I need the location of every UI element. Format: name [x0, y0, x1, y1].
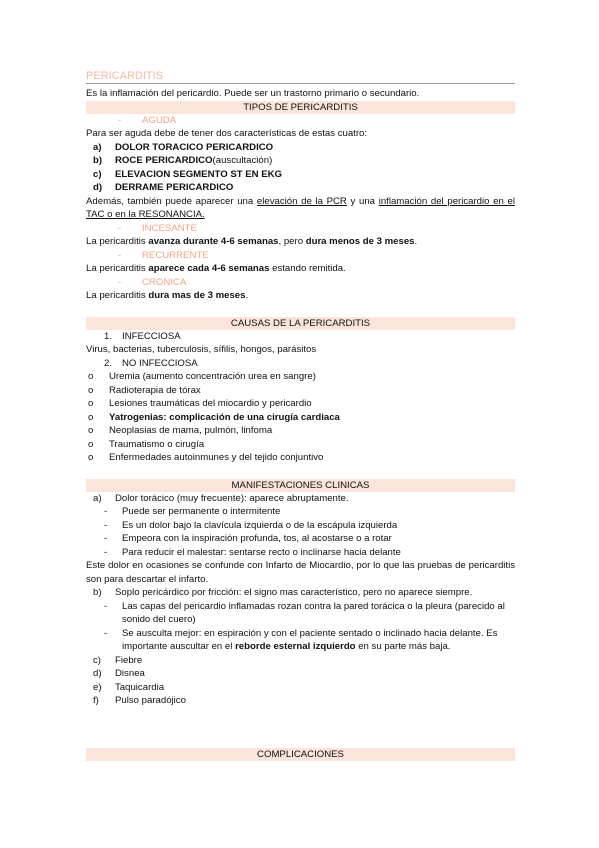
list-item: e) Taquicardia: [93, 681, 165, 693]
document-page: [86, 70, 515, 761]
recurrente-text: La pericarditis aparece cada 4-6 semanas estando remitida.: [86, 263, 346, 274]
subheading-incesante: - INCESANTE: [118, 222, 197, 234]
cronica-text: La pericarditis dura mas de 3 meses.: [86, 290, 249, 301]
list-item: - Empeora con la inspiración profunda, tos, al acostarse o a rotar: [104, 533, 392, 544]
list-item: o Yatrogenias: complicación de una cirugía cardiaca: [88, 411, 340, 423]
section-header-causas: CAUSAS DE LA PERICARDITIS: [86, 317, 515, 330]
list-item: a) DOLOR TORACICO PERICARDICO: [93, 141, 274, 153]
section-header-complicaciones: COMPLICACIONES: [86, 748, 515, 761]
list-item: o Radioterapia de tórax: [88, 384, 201, 396]
list-item: o Uremia (aumento concentración urea en sangre): [88, 371, 316, 382]
list-item: - Las capas del pericardio inflamadas rozan contra la pared torácica o la pleura (parecido al sonido del cuero): [104, 600, 505, 625]
incesante-text: La pericarditis avanza durante 4-6 semanas, pero dura menos de 3 meses.: [86, 236, 418, 247]
subheading-recurrente: - RECURRENTE: [118, 249, 209, 261]
list-item: 2. NO INFECCIOSA: [104, 357, 198, 369]
infecciosa-text: Virus, bacterias, tuberculosis, sífilis, hongos, parásitos: [86, 344, 317, 355]
list-item: a) Dolor torácico (muy frecuente): aparece abruptamente.: [93, 492, 349, 504]
list-item: f) Pulso paradójico: [93, 695, 186, 706]
list-item: c) ELEVACION SEGMENTO ST EN EKG: [93, 168, 283, 180]
list-item: 1. INFECCIOSA: [104, 330, 181, 342]
list-item: o Enfermedades autoinmunes y del tejido conjuntivo: [88, 452, 324, 463]
list-item: - Puede ser permanente o intermitente: [104, 506, 281, 517]
list-item: d) DERRAME PERICARDICO: [93, 182, 234, 193]
list-item: b) Soplo pericárdico por fricción: el signo mas característico, pero no aparece siempre.: [93, 587, 473, 598]
aguda-text: Para ser aguda debe de tener dos características de estas cuatro:: [86, 128, 368, 139]
list-item: o Traumatismo o cirugía: [88, 438, 205, 450]
ademas-text: Además, también puede aparecer una elevación de la PCR y una inflamación del pericardio en el TAC o en la RESONANCIA.: [86, 195, 515, 220]
intro-text: Es la inflamación del pericardio. Puede ser un trastorno primario o secundario.: [86, 88, 420, 99]
list-item: b) ROCE PERICARDICO (auscultación): [93, 155, 273, 166]
list-item: - Es un dolor bajo la clavícula izquierda o de la escápula izquierda: [104, 519, 398, 531]
list-item: d) Disnea: [93, 668, 145, 679]
list-item: o Lesiones traumáticas del miocardio y pericardio: [88, 398, 312, 409]
list-item: - Para reducir el malestar: sentarse recto o inclinarse hacia delante: [104, 546, 401, 558]
subheading-aguda: - AGUDA: [118, 114, 177, 126]
list-item: - Se ausculta mejor: en espiración y con el paciente sentado o inclinado hacia delante. Es importante auscultar en el reborde esternal izquierdo en su parte más baja.: [104, 627, 498, 652]
section-header-tipos: TIPOS DE PERICARDITIS: [86, 101, 515, 114]
page-title: PERICARDITIS: [86, 70, 515, 84]
section-header-manifestaciones: MANIFESTACIONES CLINICAS: [86, 479, 515, 492]
subheading-cronica: - CRONICA: [118, 276, 187, 288]
list-item: o Neoplasias de mama, pulmón, linfoma: [88, 425, 273, 436]
confunde-text: Este dolor en ocasiones se confunde con Infarto de Miocardio, por lo que las pruebas de pericarditis son para descartar el infarto.: [86, 560, 515, 585]
list-item: c) Fiebre: [93, 654, 143, 666]
